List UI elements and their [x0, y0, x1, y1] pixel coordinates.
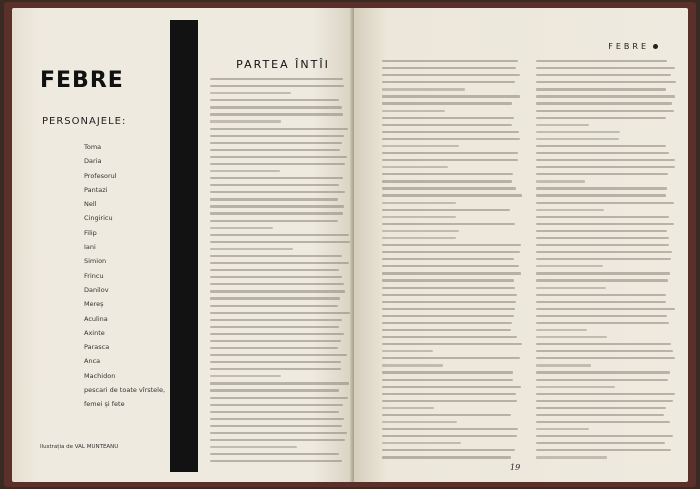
- text-line: [210, 290, 345, 292]
- text-line: [382, 371, 513, 373]
- text-line: [210, 241, 350, 243]
- cast-member: Simion: [84, 257, 107, 266]
- text-line: [382, 110, 445, 112]
- cast-member: Cingiricu: [84, 214, 113, 223]
- text-line: [536, 322, 669, 324]
- text-line: [210, 305, 338, 307]
- text-line: [536, 202, 674, 204]
- cast-member: Iani: [84, 243, 96, 252]
- cast-member: Nell: [84, 200, 97, 209]
- text-line: [382, 145, 459, 147]
- cast-member: Machidon: [84, 371, 116, 380]
- text-line: [536, 308, 675, 310]
- text-line: [536, 145, 666, 147]
- text-line: [536, 428, 589, 430]
- cast-member: Aculina: [84, 314, 108, 323]
- text-line: [536, 95, 675, 97]
- text-line: [382, 400, 517, 402]
- text-line: [536, 258, 671, 260]
- text-line: [210, 297, 340, 299]
- text-line: [210, 276, 342, 278]
- text-line: [382, 173, 513, 175]
- text-line: [536, 393, 675, 395]
- text-line: [210, 411, 339, 413]
- text-line: [536, 124, 589, 126]
- text-line: [210, 106, 342, 108]
- text-line: [536, 110, 674, 112]
- cast-member: Toma: [84, 143, 102, 151]
- text-line: [536, 414, 664, 416]
- text-line: [210, 389, 339, 391]
- text-line: [382, 435, 517, 437]
- text-line: [210, 177, 343, 179]
- text-line: [382, 202, 456, 204]
- text-line: [382, 442, 461, 444]
- text-line: [536, 371, 670, 373]
- text-line: [536, 442, 665, 444]
- cast-member: Filip: [84, 228, 97, 237]
- text-line: [382, 265, 519, 267]
- text-line: [382, 456, 511, 458]
- cast-footnote: femei și fete: [84, 400, 125, 409]
- text-line: [382, 95, 520, 97]
- right-page: [354, 8, 688, 482]
- text-line: [210, 333, 344, 335]
- text-line: [210, 432, 347, 434]
- text-line: [382, 379, 513, 381]
- text-line: [210, 78, 343, 80]
- text-line: [210, 283, 344, 285]
- text-line: [382, 414, 511, 416]
- left-text-column: [210, 78, 350, 467]
- text-line: [382, 209, 510, 211]
- text-line: [382, 364, 443, 366]
- text-line: [210, 269, 339, 271]
- text-line: [382, 159, 518, 161]
- text-line: [382, 449, 515, 451]
- text-line: [382, 315, 514, 317]
- text-line: [382, 336, 517, 338]
- text-line: [210, 453, 339, 455]
- text-line: [536, 138, 619, 140]
- right-text-column-2: [536, 60, 676, 463]
- text-line: [536, 343, 671, 345]
- text-line: [382, 272, 521, 274]
- text-line: [210, 248, 293, 250]
- left-page: [12, 8, 354, 482]
- text-line: [382, 287, 515, 289]
- text-line: [536, 435, 673, 437]
- text-line: [536, 74, 671, 76]
- text-line: [536, 152, 669, 154]
- cast-heading: PERSONAJELE:: [42, 116, 127, 127]
- text-line: [210, 149, 340, 151]
- text-line: [536, 350, 673, 352]
- text-line: [382, 152, 518, 154]
- text-line: [536, 88, 666, 90]
- text-line: [536, 386, 615, 388]
- text-line: [382, 187, 516, 189]
- text-line: [210, 191, 345, 193]
- cast-footnote: pescari de toate vîrstele,: [84, 386, 166, 395]
- text-line: [536, 449, 671, 451]
- text-line: [382, 124, 512, 126]
- text-line: [382, 393, 516, 395]
- text-line: [536, 421, 670, 423]
- text-line: [210, 368, 341, 370]
- text-line: [210, 184, 339, 186]
- cast-member: Parasca: [84, 343, 110, 352]
- text-line: [382, 350, 433, 352]
- text-line: [210, 439, 345, 441]
- text-line: [536, 315, 667, 317]
- text-line: [382, 180, 512, 182]
- text-line: [210, 340, 341, 342]
- text-line: [210, 255, 342, 257]
- text-line: [536, 223, 674, 225]
- text-line: [210, 92, 291, 94]
- text-line: [536, 336, 607, 338]
- text-line: [536, 407, 666, 409]
- text-line: [382, 386, 521, 388]
- text-line: [536, 102, 672, 104]
- text-line: [382, 60, 518, 62]
- text-line: [382, 428, 518, 430]
- text-line: [382, 117, 514, 119]
- text-line: [382, 166, 448, 168]
- text-line: [382, 421, 457, 423]
- text-line: [382, 67, 516, 69]
- text-line: [210, 198, 338, 200]
- cast-member: Danilov: [84, 285, 109, 294]
- cast-member: Frincu: [84, 271, 104, 280]
- text-line: [536, 60, 667, 62]
- text-line: [536, 329, 587, 331]
- text-line: [536, 117, 666, 119]
- text-line: [382, 407, 434, 409]
- text-line: [210, 212, 343, 214]
- text-line: [536, 400, 673, 402]
- text-line: [536, 173, 668, 175]
- text-line: [382, 131, 519, 133]
- text-line: [536, 230, 667, 232]
- play-title: FEBRE: [40, 68, 124, 93]
- text-line: [382, 301, 516, 303]
- text-line: [210, 354, 347, 356]
- text-line: [536, 272, 670, 274]
- text-line: [210, 220, 338, 222]
- text-line: [382, 244, 521, 246]
- cast-member: Daria: [84, 157, 102, 166]
- text-line: [382, 258, 514, 260]
- text-line: [536, 364, 591, 366]
- text-line: [536, 279, 668, 281]
- text-line: [536, 216, 669, 218]
- text-line: [210, 156, 347, 158]
- text-line: [210, 234, 349, 236]
- text-line: [210, 347, 338, 349]
- text-line: [210, 319, 342, 321]
- cast-member: Anca: [84, 357, 101, 366]
- text-line: [382, 230, 459, 232]
- text-line: [210, 375, 281, 377]
- cast-member: Mereș: [84, 300, 104, 309]
- text-line: [536, 357, 675, 359]
- text-line: [382, 81, 515, 83]
- text-line: [536, 287, 606, 289]
- text-line: [536, 265, 603, 267]
- cast-member: Axinte: [84, 328, 105, 337]
- text-line: [210, 418, 344, 420]
- text-line: [210, 361, 341, 363]
- text-line: [210, 113, 343, 115]
- text-line: [210, 425, 342, 427]
- page-number: 19: [510, 463, 521, 472]
- part-heading: PARTEA ÎNTÎI: [236, 58, 330, 71]
- text-line: [210, 460, 342, 462]
- cast-list: [84, 140, 165, 412]
- illustration-credit: Ilustrația de VAL MUNTEANU: [40, 444, 119, 450]
- text-line: [536, 67, 675, 69]
- text-line: [210, 85, 344, 87]
- text-line: [536, 180, 585, 182]
- text-line: [536, 251, 672, 253]
- text-line: [210, 404, 343, 406]
- text-line: [210, 397, 348, 399]
- text-line: [536, 166, 675, 168]
- text-line: [210, 163, 345, 165]
- text-line: [382, 322, 512, 324]
- text-line: [536, 456, 607, 458]
- text-line: [382, 88, 465, 90]
- text-line: [210, 128, 348, 130]
- text-line: [536, 187, 667, 189]
- text-line: [536, 159, 675, 161]
- text-line: [210, 142, 342, 144]
- text-line: [382, 308, 515, 310]
- text-line: [210, 382, 349, 384]
- text-line: [536, 294, 666, 296]
- text-line: [536, 301, 666, 303]
- text-line: [210, 170, 280, 172]
- right-text-column-1: [382, 60, 522, 463]
- header-dot-icon: [653, 44, 658, 49]
- text-line: [382, 343, 522, 345]
- text-line: [536, 194, 666, 196]
- text-line: [210, 135, 344, 137]
- cast-member: Pantazi: [84, 185, 108, 194]
- text-line: [210, 120, 281, 122]
- text-line: [382, 194, 522, 196]
- cast-member: Profesorul: [84, 171, 117, 180]
- text-line: [382, 138, 520, 140]
- text-line: [382, 223, 515, 225]
- text-line: [536, 131, 620, 133]
- illustration-bar: [170, 20, 198, 472]
- text-line: [536, 209, 604, 211]
- text-line: [382, 102, 512, 104]
- text-line: [536, 81, 676, 83]
- text-line: [536, 379, 668, 381]
- running-header: [608, 42, 658, 51]
- text-line: [210, 446, 297, 448]
- running-header-text: FEBRE: [608, 42, 649, 51]
- text-line: [210, 99, 339, 101]
- text-line: [382, 251, 520, 253]
- text-line: [382, 216, 456, 218]
- text-line: [210, 312, 350, 314]
- text-line: [536, 244, 669, 246]
- text-line: [210, 227, 273, 229]
- text-line: [210, 205, 344, 207]
- text-line: [382, 329, 511, 331]
- text-line: [210, 326, 339, 328]
- text-line: [210, 262, 349, 264]
- text-line: [382, 237, 456, 239]
- text-line: [536, 237, 669, 239]
- text-line: [382, 74, 520, 76]
- text-line: [382, 279, 514, 281]
- text-line: [382, 357, 520, 359]
- text-line: [382, 294, 517, 296]
